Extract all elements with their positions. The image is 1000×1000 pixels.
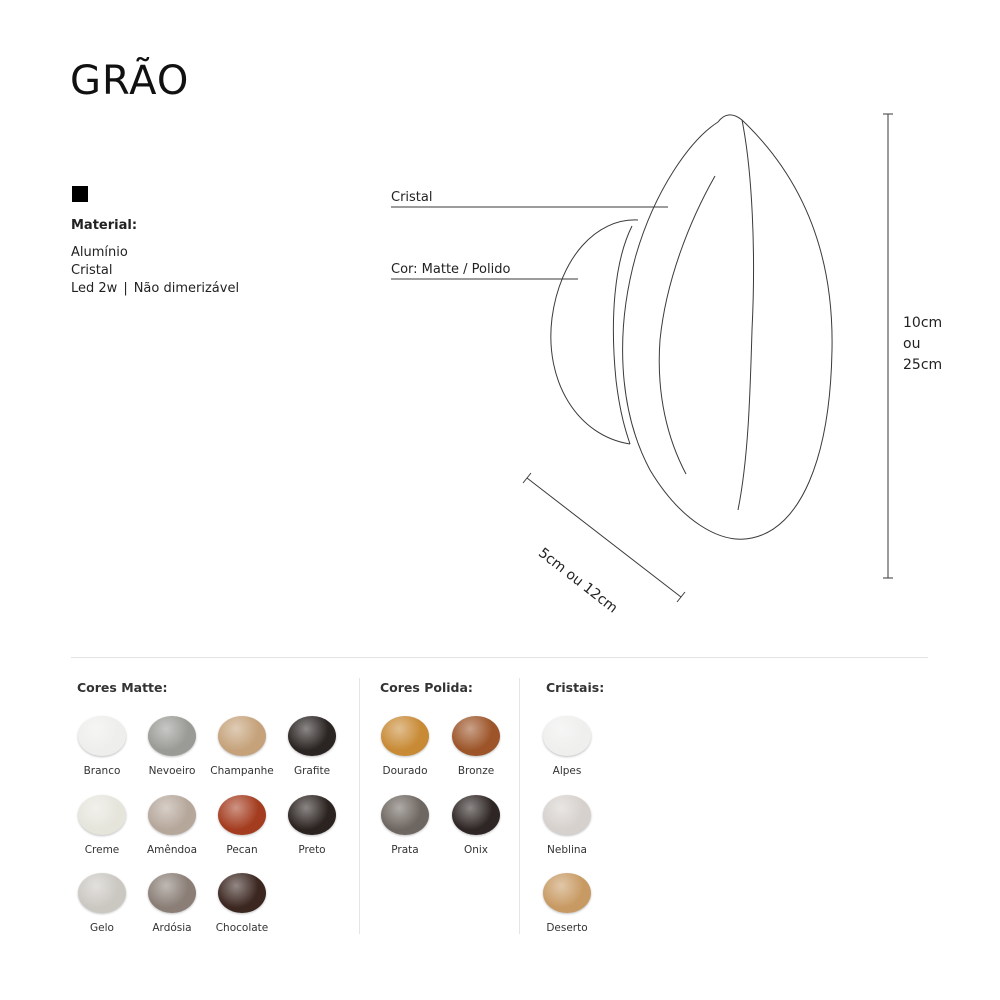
swatch-chip	[78, 795, 126, 835]
color-swatch-matte[interactable]	[217, 873, 267, 934]
swatch-label: Preto	[298, 844, 326, 856]
polished-colors-title: Cores Polida:	[380, 680, 473, 695]
color-swatch-cristais[interactable]	[542, 795, 592, 856]
swatch-label: Onix	[463, 844, 489, 856]
spec-separator: |	[123, 281, 128, 296]
color-swatch-matte[interactable]	[147, 795, 197, 856]
depth-dimension: 5cm ou 12cm	[535, 545, 621, 617]
swatch-chip	[543, 716, 591, 756]
color-swatch-matte[interactable]	[210, 716, 274, 777]
matte-colors-title: Cores Matte:	[77, 680, 168, 695]
swatch-chip	[218, 873, 266, 913]
grain-ridge	[738, 120, 754, 510]
swatch-label: Prata	[391, 844, 419, 856]
column-divider	[359, 678, 360, 934]
swatch-chip	[78, 716, 126, 756]
grain-inner-curve	[659, 176, 715, 474]
base-disc	[551, 220, 638, 444]
dim-diagonal	[527, 478, 681, 597]
color-swatch-matte[interactable]	[77, 795, 127, 856]
swatch-label: Deserto	[546, 922, 588, 934]
swatch-chip	[148, 795, 196, 835]
crystals-title: Cristais:	[546, 680, 605, 695]
swatch-chip	[288, 795, 336, 835]
grain-outline	[623, 115, 832, 539]
label-cristal: Cristal	[391, 190, 433, 205]
color-swatch-matte[interactable]	[217, 795, 267, 856]
color-swatch-matte[interactable]	[77, 716, 127, 777]
color-swatch-polida[interactable]	[451, 795, 501, 856]
swatch-label: Ardósia	[152, 922, 192, 934]
color-swatch-polida[interactable]	[380, 716, 430, 777]
swatch-chip	[218, 795, 266, 835]
height-dimension	[903, 313, 942, 376]
color-swatch-cristais[interactable]	[542, 873, 592, 934]
led-power: Led 2w	[71, 281, 118, 296]
swatch-label: Nevoeiro	[148, 765, 196, 777]
column-divider	[519, 678, 520, 934]
swatch-chip	[452, 716, 500, 756]
product-title: GRÃO	[70, 58, 190, 104]
swatch-chip	[78, 873, 126, 913]
color-swatch-cristais[interactable]	[542, 716, 592, 777]
swatch-label: Neblina	[547, 844, 587, 856]
swatch-chip	[218, 716, 266, 756]
swatch-chip	[381, 716, 429, 756]
color-swatch-polida[interactable]	[380, 795, 430, 856]
swatch-label: Alpes	[552, 765, 582, 777]
swatch-label: Creme	[84, 844, 120, 856]
swatch-chip	[452, 795, 500, 835]
swatch-label: Champanhe	[210, 765, 274, 777]
swatch-label: Bronze	[457, 765, 495, 777]
color-swatch-matte[interactable]	[287, 795, 337, 856]
section-divider	[71, 657, 928, 658]
swatch-label: Dourado	[382, 765, 428, 777]
swatch-chip	[543, 795, 591, 835]
swatch-chip	[288, 716, 336, 756]
color-swatch-matte[interactable]	[287, 716, 337, 777]
color-swatch-polida[interactable]	[451, 716, 501, 777]
material-heading: Material:	[71, 218, 138, 233]
swatch-chip	[148, 873, 196, 913]
swatch-label: Grafite	[293, 765, 331, 777]
height-dim-2: 25cm	[903, 357, 943, 373]
swatch-chip	[381, 795, 429, 835]
swatch-label: Pecan	[226, 844, 258, 856]
dimmer-spec: Não dimerizável	[133, 281, 240, 296]
color-swatch-matte[interactable]	[77, 873, 127, 934]
swatch-label: Gelo	[90, 922, 114, 934]
swatch-label: Branco	[83, 765, 121, 777]
swatch-label: Amêndoa	[146, 844, 198, 856]
material-item: Cristal	[71, 263, 113, 278]
color-swatch-matte[interactable]	[147, 873, 197, 934]
color-swatch-matte[interactable]	[147, 716, 197, 777]
height-dim-1: 10cm	[903, 315, 943, 331]
swatch-chip	[148, 716, 196, 756]
material-item: Alumínio	[71, 245, 128, 260]
height-dim-or: ou	[903, 336, 921, 352]
swatch-chip	[543, 873, 591, 913]
label-cor: Cor: Matte / Polido	[391, 262, 511, 277]
swatch-label: Chocolate	[215, 922, 269, 934]
